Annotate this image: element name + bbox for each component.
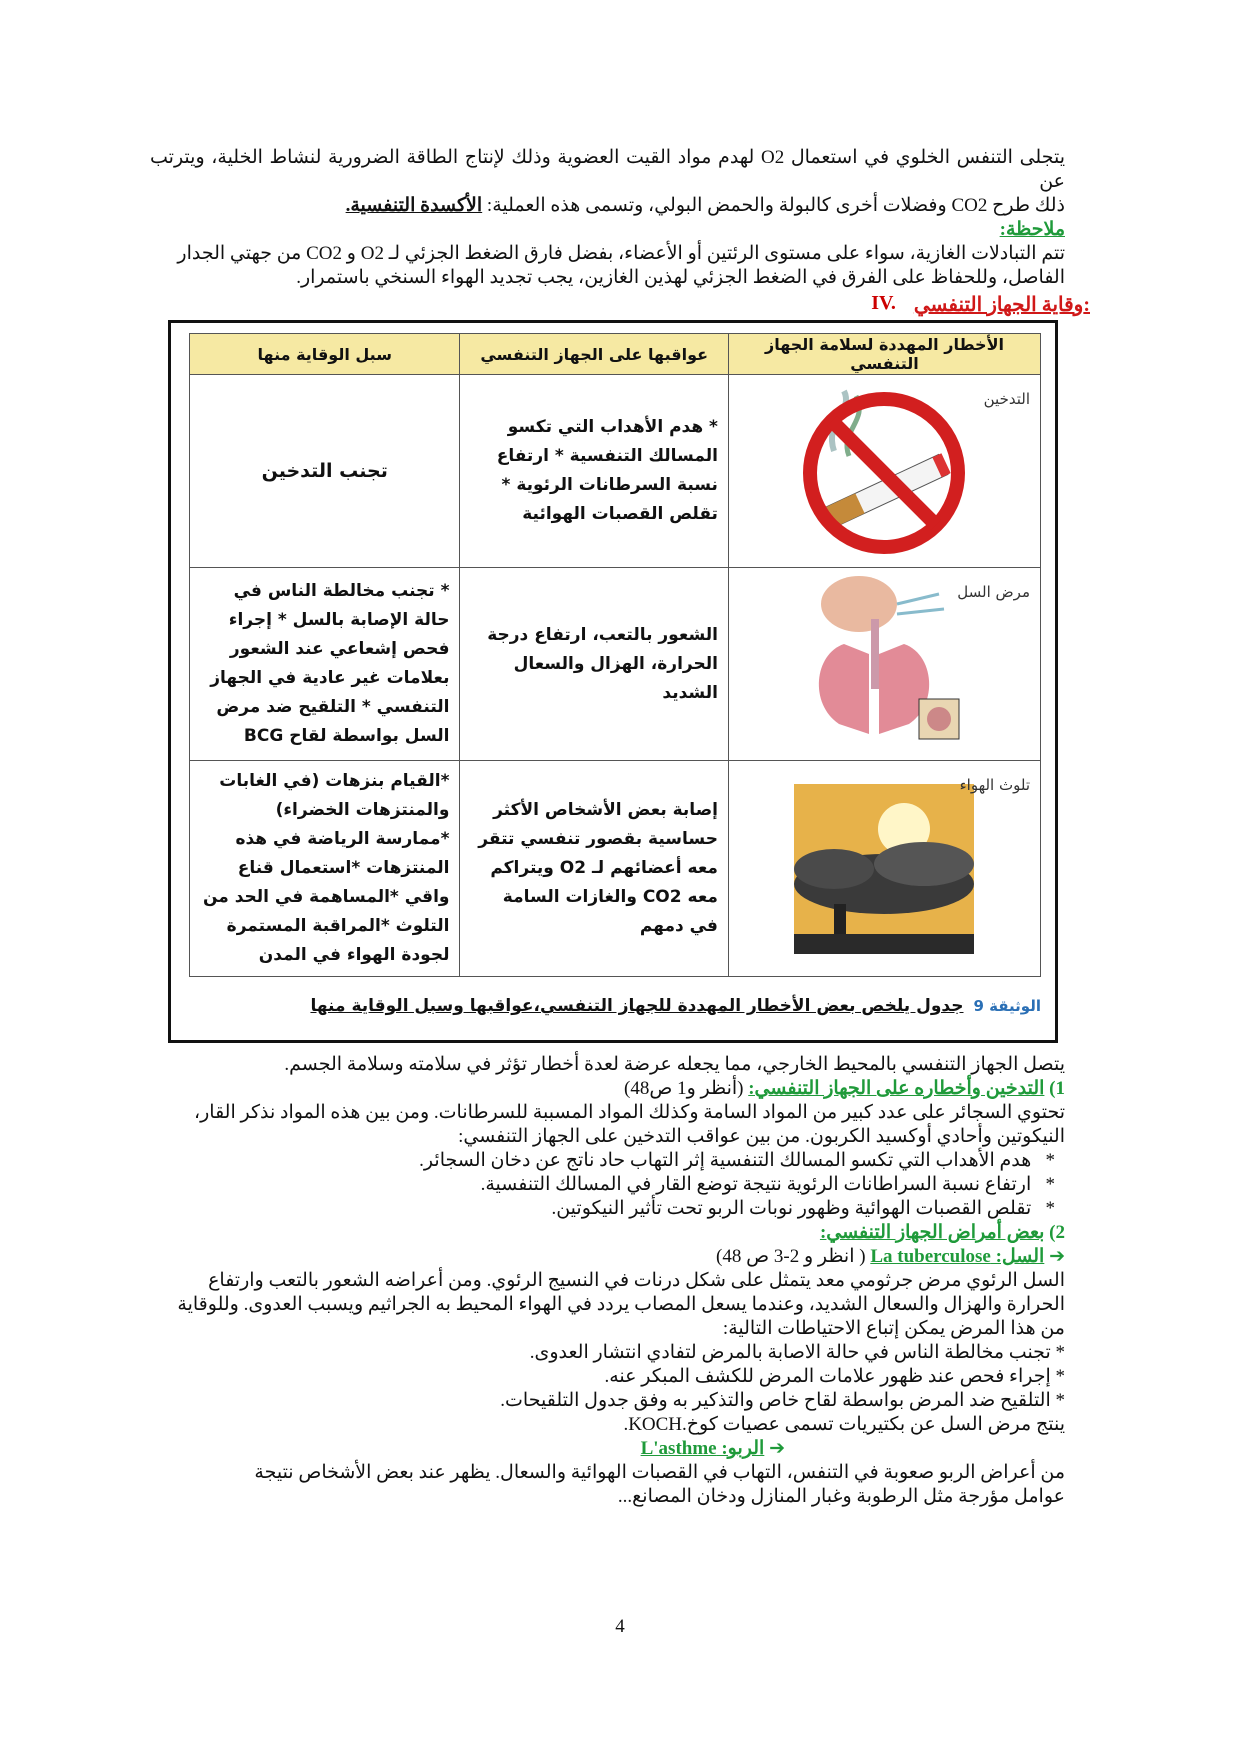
list-item: * ارتفاع نسبة السراطانات الرئوية نتيجة توضع القار في المسالك التنفسية. (480, 1174, 1055, 1195)
list-item-text: هدم الأهداب التي تكسو المسالك التنفسية إثر التهاب حاد ناتج عن دخان السجائر. (419, 1150, 1032, 1171)
header-consequences: عواقبها على الجهاز التنفسي (460, 334, 728, 375)
asthma-paragraph-1: من أعراض الربو صعوبة في التنفس، التهاب في القصبات الهوائية والسعال. يظهر عند بعض الأشخاص نتيجة (254, 1462, 1065, 1483)
section-1-number: 1) (1049, 1078, 1065, 1099)
tuberculosis-paragraph-2: الحرارة والهزال والسعال الشديد، وعندما يسعل المصاب يردد في الهواء المحيط به الجراثيم ويسبب العدوى. وللوقاية (177, 1294, 1065, 1315)
section-1-ref: (أنظر و1 ص48) (624, 1078, 744, 1099)
section-2-title: بعض أمراض الجهاز التنفسي: (819, 1222, 1045, 1243)
asthma-heading (150, 1437, 1065, 1461)
prevention-smoking: تجنب التدخين (190, 375, 460, 568)
list-item-text: ارتفاع نسبة السراطانات الرئوية نتيجة توضع القار في المسالك التنفسية. (480, 1174, 1032, 1195)
prevention-tuberculosis: * تجنب مخالطة الناس في حالة الإصابة بالسل * إجراء فحص إشعاعي عند الشعور بعلامات غير عادية في الجهاز التنفسي * التلقيح ضد مرض السل بواسطة لقاح BCG (190, 568, 460, 761)
risk-table (189, 333, 1041, 977)
tuberculosis-paragraph-3: من هذا المرض يمكن إتباع الاحتياطات التالية: (722, 1318, 1065, 1339)
note-line-2: الفاصل، وللحفاظ على الفرق في الضغط الجزئي لهذين الغازين، يجب تجديد الهواء السنخي باستمرار. (296, 267, 1065, 288)
consequences-tuberculosis: الشعور بالتعب، ارتفاع درجة الحرارة، الهزال والسعال الشديد (460, 568, 728, 761)
asthma-title: الربو: L'asthme (640, 1438, 765, 1459)
lungs-tuberculosis-image (799, 574, 969, 754)
list-item: * تقلص القصبات الهوائية وظهور نوبات الربو تحت تأثير النيكوتين. (551, 1198, 1055, 1219)
intro-line-2 (150, 194, 1065, 218)
tuberculosis-paragraph-1: السل الرئوي مرض جرثومي معد يتمثل على شكل درنات في النسيج الرئوي. ومن أعراضه الشعور بالتعب وارتفاع (208, 1270, 1065, 1291)
list-item: * تجنب مخالطة الناس في حالة الاصابة بالمرض لتفادي انتشار العدوى. (529, 1342, 1065, 1363)
section-number: IV. (871, 292, 896, 314)
asthma-paragraph-2: عوامل مؤرجة مثل الرطوبة وغبار المنازل ودخان المصانع... (617, 1486, 1065, 1507)
section-title: وقاية الجهاز التنفسي: (913, 294, 1090, 316)
document-9-frame (168, 320, 1058, 1043)
table-row (190, 761, 1041, 977)
intro-line-2-text: ذلك طرح CO2 وفضلات أخرى كالبولة والحمض البولي، وتسمى هذه العملية: (486, 195, 1065, 216)
smoking-effects-list (150, 1149, 1065, 1221)
page-number: 4 (615, 1616, 625, 1637)
intro-block (150, 146, 1065, 290)
tuberculosis-ref: ( انظر و 2-3 ص 48) (716, 1246, 866, 1267)
table-row (190, 375, 1041, 568)
arrow-left-icon: ➔ (769, 1438, 785, 1459)
factory-pollution-image (794, 784, 974, 954)
risk-pollution-cell (728, 761, 1040, 977)
document-tag: الوثيقة 9 (973, 997, 1041, 1015)
tuberculosis-heading (150, 1245, 1065, 1269)
intro-line-1: يتجلى التنفس الخلوي في استعمال O2 لهدم مواد القيت العضوية وذلك لإنتاج الطاقة الضرورية لنشاط الخلية، ويترتب عن (150, 147, 1065, 192)
risk-label: تلوث الهواء (959, 776, 1030, 794)
risk-tuberculosis-cell (728, 568, 1040, 761)
lower-intro: يتصل الجهاز التنفسي بالمحيط الخارجي، مما يجعله عرضة لعدة أخطار تؤثر في سلامته وسلامة الجسم. (284, 1054, 1065, 1075)
consequences-pollution: إصابة بعض الأشخاص الأكثر حساسية بقصور تنفسي تتقر معه أعضائهم لـ O2 ويتراكم معه CO2 والغازات السامة في دمهم (460, 761, 728, 977)
note-line-1: تتم التبادلات الغازية، سواء على مستوى الرئتين أو الأعضاء، بفضل فارق الضغط الجزئي لـ O2 و CO2 من جهتي الجدار (177, 243, 1065, 264)
consequences-smoking: * هدم الأهداب التي تكسو المسالك التنفسية * ارتفاع نسبة السرطانات الرئوية * تقلص القصبات الهوائية (460, 375, 728, 568)
note-label: ملاحظة: (999, 219, 1065, 240)
arrow-left-icon: ➔ (1049, 1246, 1065, 1267)
prevention-pollution: *القيام بنزهات (في الغابات والمنتزهات الخضراء) *ممارسة الرياضة في هذه المنتزهات *استعمال قناع واقي *المساهمة في الحد من التلوث *المراقبة المستمرة لجودة الهواء في المدن (190, 761, 460, 977)
term-oxidation: الأكسدة التنفسية. (345, 195, 483, 216)
table-header-row (190, 334, 1041, 375)
section-2-number: 2) (1049, 1222, 1065, 1243)
list-item: * التلقيح ضد المرض بواسطة لقاح خاص والتذكير به وفق جدول التلقيحات. (500, 1390, 1065, 1411)
section-1-heading (150, 1077, 1065, 1101)
document-caption (189, 996, 1041, 1016)
header-risks: الأخطار المهددة لسلامة الجهاز التنفسي (728, 334, 1040, 375)
risk-label: مرض السل (957, 583, 1030, 601)
header-prevention: سبل الوقاية منها (190, 334, 460, 375)
section-iv-heading (871, 292, 1090, 317)
section-1-title: التدخين وأخطاره على الجهاز التنفسي: (748, 1078, 1045, 1099)
list-item: * هدم الأهداب التي تكسو المسالك التنفسية إثر التهاب حاد ناتج عن دخان السجائر. (419, 1150, 1055, 1171)
section-2-heading (150, 1221, 1065, 1245)
lower-block (150, 1053, 1065, 1509)
no-smoking-icon (794, 381, 974, 561)
list-item-text: تقلص القصبات الهوائية وظهور نوبات الربو تحت تأثير النيكوتين. (551, 1198, 1032, 1219)
section-1-paragraph-1: تحتوي السجائر على عدد كبير من المواد السامة وكذلك المواد المسببة للسرطانات. ومن بين هذه المواد نذكر القار، (193, 1102, 1065, 1123)
section-1-paragraph-2: النيكوتين وأحادي أوكسيد الكربون. من بين عواقب التدخين على الجهاز التنفسي: (458, 1126, 1065, 1147)
list-item: * إجراء فحص عند ظهور علامات المرض للكشف المبكر عنه. (604, 1366, 1065, 1387)
caption-text: جدول يلخص بعض الأخطار المهددة للجهاز التنفسي،عواقبها وسبل الوقاية منها (310, 996, 964, 1016)
table-row (190, 568, 1041, 761)
tuberculosis-title: السل: La tuberculose (870, 1246, 1045, 1267)
risk-label: التدخين (983, 390, 1030, 408)
tuberculosis-cause: ينتج مرض السل عن بكتيريات تسمى عصيات كوخ.KOCH. (623, 1414, 1065, 1435)
risk-smoking-cell (728, 375, 1040, 568)
